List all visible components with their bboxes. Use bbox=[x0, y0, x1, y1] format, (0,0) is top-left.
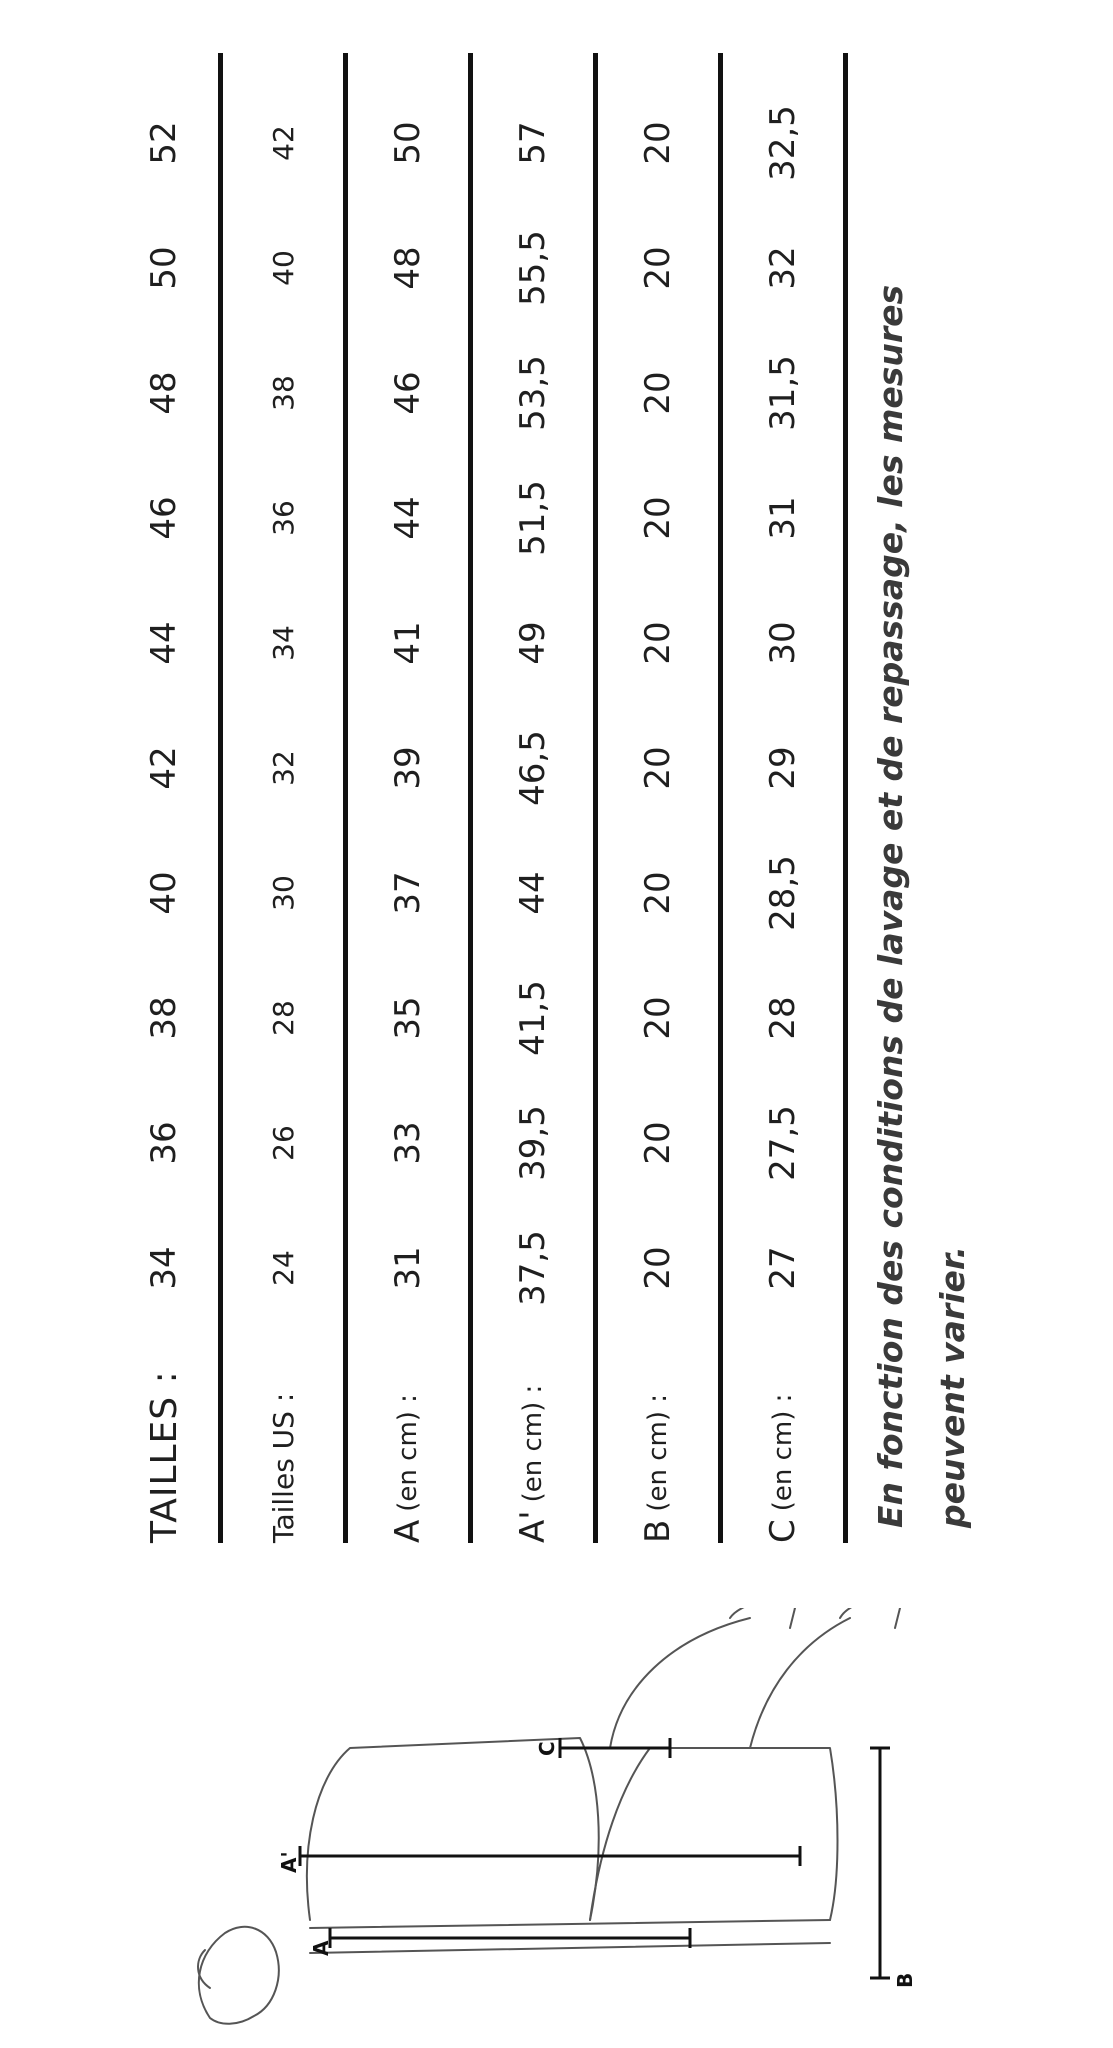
measure-a-cell: 41 bbox=[388, 621, 428, 665]
measure-a-prime-cell: 46,5 bbox=[513, 730, 553, 806]
us-size-cell: 30 bbox=[266, 875, 300, 911]
measure-a-cell: 44 bbox=[388, 496, 428, 540]
measure-b-cell: 20 bbox=[638, 1121, 678, 1165]
leg-lower-outline bbox=[750, 1618, 850, 1748]
row-label-text: A bbox=[388, 1519, 428, 1543]
row-label bbox=[110, 1370, 218, 1543]
measure-a-prime-cell: 39,5 bbox=[513, 1105, 553, 1181]
measure-b-cell: 20 bbox=[638, 121, 678, 165]
measure-b-cell: 20 bbox=[638, 996, 678, 1040]
leg-upper-outline bbox=[610, 1618, 750, 1748]
row-label-text: Tailles US : bbox=[266, 1392, 300, 1543]
row-label bbox=[598, 1394, 718, 1543]
us-size-cell: 26 bbox=[266, 1125, 300, 1161]
row-unit-text: (en cm) : bbox=[643, 1393, 673, 1512]
row-unit-text: (en cm) : bbox=[768, 1393, 798, 1512]
measure-c-cell: 28 bbox=[763, 996, 803, 1040]
us-size-cell: 32 bbox=[266, 750, 300, 786]
marker-c-label: C bbox=[535, 1741, 559, 1756]
measure-a-prime-cell: 57 bbox=[513, 121, 553, 165]
measure-a-prime-cell: 44 bbox=[513, 871, 553, 915]
shoe-upper-outline bbox=[730, 1608, 795, 1628]
waistband-inner-outline bbox=[310, 1920, 830, 1928]
measure-c-cell: 27,5 bbox=[763, 1105, 803, 1181]
size-cell: 52 bbox=[144, 121, 184, 165]
us-size-cell: 42 bbox=[266, 125, 300, 161]
measure-b-cell: 20 bbox=[638, 621, 678, 665]
measure-a-prime-row bbox=[473, 53, 598, 1543]
measure-c-cell: 31,5 bbox=[763, 355, 803, 431]
size-cell: 38 bbox=[144, 996, 184, 1040]
measure-c-cell: 32 bbox=[763, 246, 803, 290]
row-label-text: B bbox=[638, 1519, 678, 1543]
row-label bbox=[473, 1385, 593, 1543]
size-cell: 48 bbox=[144, 371, 184, 415]
measure-c-row bbox=[723, 53, 848, 1543]
measure-a-row bbox=[348, 53, 473, 1543]
measure-b-cell: 20 bbox=[638, 1246, 678, 1290]
size-table bbox=[110, 53, 848, 1543]
row-label-text: A' bbox=[513, 1510, 553, 1543]
measure-a-cell: 31 bbox=[388, 1246, 428, 1290]
us-size-cell: 24 bbox=[266, 1250, 300, 1286]
shorts-right-leg-outline bbox=[590, 1748, 838, 1920]
size-cell: 34 bbox=[144, 1246, 184, 1290]
measure-b-cell: 20 bbox=[638, 246, 678, 290]
measure-a-cell: 50 bbox=[388, 121, 428, 165]
measure-c-cell: 31 bbox=[763, 496, 803, 540]
us-size-cell: 38 bbox=[266, 375, 300, 411]
measure-a-cell: 39 bbox=[388, 746, 428, 790]
us-size-cell: 36 bbox=[266, 500, 300, 536]
hand-outline bbox=[199, 1927, 279, 2024]
measurement-note: En fonction des conditions de lavage et de repassage, les mesures peuvent varier. bbox=[871, 284, 972, 1528]
measure-c-cell: 32,5 bbox=[763, 105, 803, 181]
measure-a-cell: 33 bbox=[388, 1121, 428, 1165]
measure-b-row bbox=[598, 53, 723, 1543]
measure-a-prime-cell: 37,5 bbox=[513, 1230, 553, 1306]
measure-a-cell: 48 bbox=[388, 246, 428, 290]
row-label bbox=[223, 1393, 343, 1543]
measure-c-cell: 27 bbox=[763, 1246, 803, 1290]
us-size-cell: 34 bbox=[266, 625, 300, 661]
measure-a-cell: 37 bbox=[388, 871, 428, 915]
marker-a-prime-label: A' bbox=[277, 1851, 301, 1873]
measure-b-cell: 20 bbox=[638, 371, 678, 415]
measure-a-prime-cell: 55,5 bbox=[513, 230, 553, 306]
size-cell: 42 bbox=[144, 746, 184, 790]
row-unit-text: (en cm) : bbox=[518, 1384, 548, 1503]
size-header-row bbox=[110, 53, 223, 1543]
waistband-outline bbox=[310, 1943, 830, 1953]
measure-b-cell: 20 bbox=[638, 871, 678, 915]
marker-a-label: A bbox=[309, 1940, 333, 1956]
measure-c-cell: 28,5 bbox=[763, 855, 803, 931]
us-size-cell: 28 bbox=[266, 1000, 300, 1036]
size-cell: 44 bbox=[144, 621, 184, 665]
marker-b-label: B bbox=[893, 1972, 917, 1988]
measure-a-prime-cell: 41,5 bbox=[513, 980, 553, 1056]
measure-a-prime-cell: 51,5 bbox=[513, 480, 553, 556]
measure-c-cell: 29 bbox=[763, 746, 803, 790]
measure-a-prime-cell: 49 bbox=[513, 621, 553, 665]
shorts-figure-illustration bbox=[150, 1608, 950, 2048]
row-unit-text: (en cm) : bbox=[393, 1394, 423, 1512]
size-cell: 36 bbox=[144, 1121, 184, 1165]
measure-a-cell: 46 bbox=[388, 371, 428, 415]
header-label: TAILLES : bbox=[143, 1370, 185, 1543]
us-size-cell: 40 bbox=[266, 250, 300, 286]
measure-b-cell: 20 bbox=[638, 496, 678, 540]
measure-c-cell: 30 bbox=[763, 621, 803, 665]
size-cell: 46 bbox=[144, 496, 184, 540]
us-size-row bbox=[223, 53, 348, 1543]
row-label bbox=[723, 1394, 843, 1543]
measure-a-cell: 35 bbox=[388, 996, 428, 1040]
row-label-text: C bbox=[763, 1519, 803, 1543]
measure-a-prime-cell: 53,5 bbox=[513, 355, 553, 431]
measure-b-cell: 20 bbox=[638, 746, 678, 790]
size-cell: 50 bbox=[144, 246, 184, 290]
size-cell: 40 bbox=[144, 871, 184, 915]
row-label bbox=[348, 1394, 468, 1543]
shorts-left-leg-outline bbox=[307, 1738, 599, 1920]
